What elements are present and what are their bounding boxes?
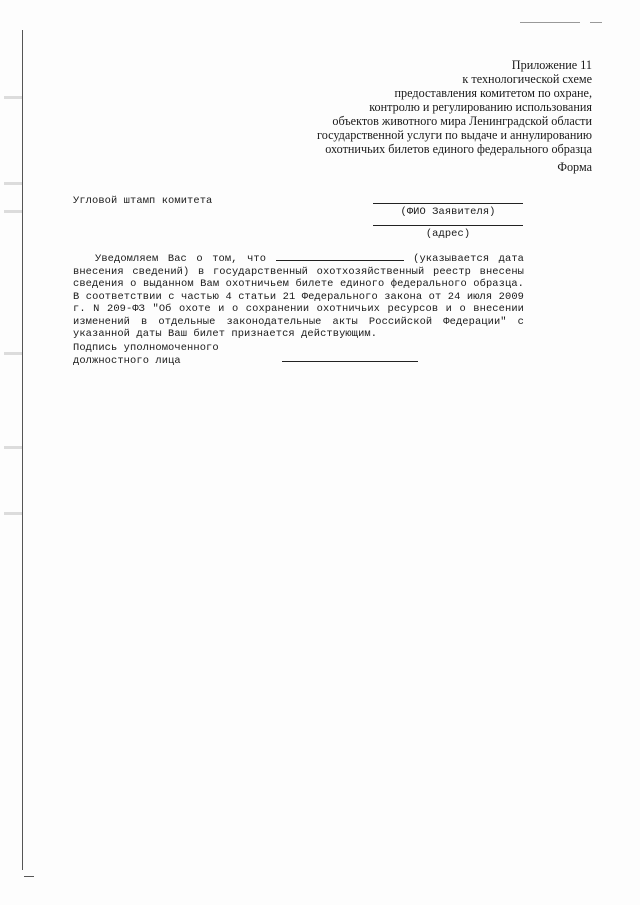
signature-label-line: должностного лица [73,354,181,367]
corner-stamp-label: Угловой штамп комитета [73,195,213,207]
notification-text: (указывается дата внесения сведений) в государственный охотхозяйственный реестр внесены сведения о выданном Вам охотничьем билете единого федерального образца. В соответствии с частью 4 статьи 21 Федерального закона от 24 июля 2009 г. N 209-ФЗ "Об охоте и о сохранении охотничьих ресурсов и о внесении изменений в отдельные законодательные акты Российской Федерации" с указанной даты Ваш билет признается действующим. [73,253,525,340]
applicant-address-caption: (адрес) [425,228,471,240]
applicant-name-caption: (ФИО Заявителя) [400,206,496,218]
signature-label-line: Подпись уполномоченного [73,342,219,354]
header-line: предоставления комитетом по охране, [394,86,592,100]
scan-top-mark [520,22,580,23]
notification-intro: Уведомляем Вас о том, что [95,253,267,265]
notification-paragraph [73,251,524,341]
signature-label [73,342,273,367]
applicant-name-line [373,203,523,204]
scan-left-edge [22,30,23,870]
scan-noise [4,352,22,355]
date-blank-line [276,251,404,261]
scan-noise [4,512,22,515]
applicant-address-line [373,225,523,226]
scan-bottom-mark [24,876,34,877]
appendix-header [232,58,592,156]
header-line: объектов животного мира Ленинградской области [332,114,592,128]
scan-top-mark [590,22,602,23]
header-line: Приложение 11 [511,58,592,72]
header-line: охотничьих билетов единого федерального образца [325,142,592,156]
header-line: к технологической схеме [462,72,592,86]
scan-noise [4,96,22,99]
scan-noise [4,210,22,213]
header-line: государственной услуги по выдаче и аннулированию [317,128,592,142]
signature-line [282,361,418,362]
header-line: контролю и регулированию использования [369,100,592,114]
scan-noise [4,446,22,449]
form-label: Форма [557,160,592,174]
scan-noise [4,182,22,185]
